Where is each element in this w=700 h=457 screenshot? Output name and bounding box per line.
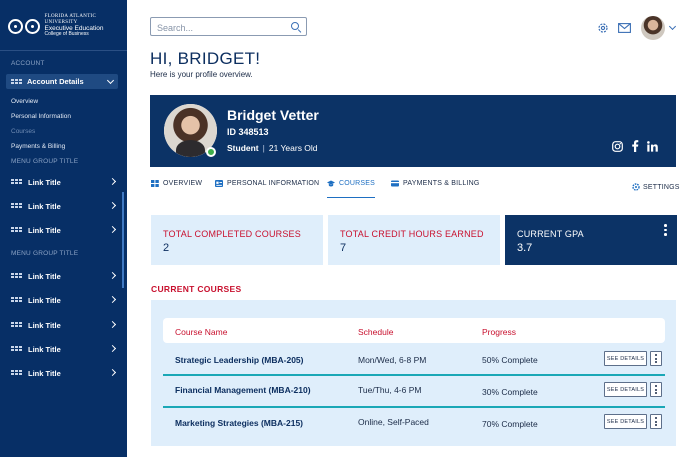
fau-logo[interactable] bbox=[8, 14, 127, 38]
chevron-right-icon bbox=[109, 321, 116, 328]
grid-icon bbox=[11, 273, 22, 279]
user-avatar[interactable] bbox=[641, 16, 665, 40]
sidebar-link-8[interactable] bbox=[11, 367, 119, 379]
grid-icon bbox=[11, 370, 22, 376]
menu-group-title-2: MENU GROUP TITLE bbox=[11, 250, 79, 257]
profile-age: 21 Years Old bbox=[268, 143, 318, 153]
grid-icon bbox=[11, 79, 22, 85]
grid-icon bbox=[11, 203, 22, 209]
table-row bbox=[163, 344, 665, 376]
profile-name: Bridget Vetter bbox=[227, 107, 319, 123]
tab-label: PERSONAL INFORMATION bbox=[227, 180, 320, 187]
profile-role: Student bbox=[227, 143, 259, 153]
current-courses-title: CURRENT COURSES bbox=[151, 284, 242, 294]
courses-panel bbox=[151, 300, 676, 446]
sidebar-item-overview[interactable]: Overview bbox=[11, 98, 39, 105]
settings-icon[interactable] bbox=[597, 22, 609, 34]
sidebar-link-label: Link Title bbox=[28, 320, 61, 330]
stat-card-current-gpa bbox=[505, 215, 677, 265]
stat-value: 2 bbox=[163, 242, 170, 254]
owl-logo-icon bbox=[8, 15, 41, 37]
course-progress: 30% Complete bbox=[482, 387, 538, 397]
sidebar-link-label: Link Title bbox=[28, 295, 61, 305]
logo-unit: Executive Education bbox=[44, 25, 104, 32]
chevron-right-icon bbox=[109, 296, 116, 303]
column-header-progress: Progress bbox=[482, 327, 517, 337]
credit-card-icon bbox=[391, 180, 399, 187]
stat-card-credit-hours bbox=[328, 215, 500, 265]
see-details-button[interactable]: SEE DETAILS bbox=[604, 414, 647, 429]
sidebar-link-6[interactable] bbox=[11, 319, 119, 331]
chevron-down-icon[interactable] bbox=[669, 23, 676, 30]
logo-college: College of Business bbox=[44, 31, 89, 38]
chevron-right-icon bbox=[109, 272, 116, 279]
stat-label: CURRENT GPA bbox=[517, 229, 584, 239]
chevron-down-icon bbox=[107, 77, 114, 84]
stat-label: TOTAL COMPLETED COURSES bbox=[163, 229, 301, 239]
see-details-button[interactable]: SEE DETAILS bbox=[604, 351, 647, 366]
grid-icon bbox=[11, 179, 22, 185]
sidebar-link-label: Link Title bbox=[28, 177, 61, 187]
see-details-button[interactable]: SEE DETAILS bbox=[604, 382, 647, 397]
course-name: Marketing Strategies (MBA-215) bbox=[175, 418, 304, 428]
instagram-icon[interactable] bbox=[612, 141, 623, 152]
tab-courses[interactable] bbox=[327, 180, 375, 198]
stat-value: 7 bbox=[340, 242, 347, 254]
profile-meta: Student | 21 Years Old bbox=[227, 143, 318, 153]
course-schedule: Mon/Wed, 6-8 PM bbox=[358, 355, 427, 365]
sidebar-link-3[interactable] bbox=[11, 224, 119, 236]
sidebar-divider bbox=[0, 50, 127, 51]
course-name: Strategic Leadership (MBA-205) bbox=[175, 355, 304, 365]
menu-group-title-1: MENU GROUP TITLE bbox=[11, 158, 79, 165]
grid-icon bbox=[11, 322, 22, 328]
mail-icon[interactable] bbox=[618, 23, 631, 33]
online-status-icon bbox=[206, 147, 216, 157]
sidebar-link-1[interactable] bbox=[11, 176, 119, 188]
profile-banner bbox=[150, 95, 676, 167]
page-subtitle: Here is your profile overview. bbox=[150, 70, 253, 79]
tab-overview[interactable] bbox=[151, 180, 202, 198]
grid-icon bbox=[11, 227, 22, 233]
course-progress: 50% Complete bbox=[482, 355, 538, 365]
more-options-icon[interactable] bbox=[664, 224, 667, 236]
sidebar-link-label: Link Title bbox=[28, 201, 61, 211]
profile-id: ID 348513 bbox=[227, 127, 269, 137]
grid-icon bbox=[11, 346, 22, 352]
logo-university: FLORIDA ATLANTIC UNIVERSITY bbox=[44, 14, 97, 25]
sidebar-link-7[interactable] bbox=[11, 343, 119, 355]
chevron-right-icon bbox=[109, 226, 116, 233]
sidebar bbox=[0, 0, 127, 457]
account-heading: ACCOUNT bbox=[11, 60, 45, 67]
course-name: Financial Management (MBA-210) bbox=[175, 385, 311, 395]
chevron-right-icon bbox=[109, 345, 116, 352]
tab-label: PAYMENTS & BILLING bbox=[403, 180, 480, 187]
graduation-cap-icon bbox=[327, 180, 335, 187]
page-title: HI, BRIDGET! bbox=[150, 49, 261, 68]
grid-icon bbox=[11, 297, 22, 303]
settings-link[interactable] bbox=[632, 183, 680, 191]
settings-icon bbox=[632, 183, 640, 191]
chevron-right-icon bbox=[109, 202, 116, 209]
sidebar-link-4[interactable] bbox=[11, 270, 119, 282]
search-icon[interactable] bbox=[291, 22, 299, 30]
sidebar-link-5[interactable] bbox=[11, 294, 119, 306]
table-row bbox=[163, 375, 665, 407]
tab-label: OVERVIEW bbox=[163, 180, 203, 187]
sidebar-item-courses[interactable]: Courses bbox=[11, 128, 36, 135]
stat-value: 3.7 bbox=[517, 242, 533, 254]
sidebar-link-label: Link Title bbox=[28, 368, 61, 378]
grid-icon bbox=[151, 180, 159, 187]
table-row bbox=[163, 407, 665, 439]
chevron-right-icon bbox=[109, 178, 116, 185]
stat-label: TOTAL CREDIT HOURS EARNED bbox=[340, 229, 484, 239]
sidebar-link-2[interactable] bbox=[11, 200, 119, 212]
sidebar-item-payments-billing[interactable]: Payments & Billing bbox=[11, 143, 66, 150]
linkedin-icon[interactable] bbox=[647, 141, 658, 152]
sidebar-scrollbar[interactable] bbox=[122, 192, 124, 288]
tab-personal-information[interactable] bbox=[215, 180, 319, 198]
settings-label: SETTINGS bbox=[643, 183, 680, 191]
stat-card-completed-courses bbox=[151, 215, 323, 265]
id-card-icon bbox=[215, 180, 223, 187]
column-header-schedule: Schedule bbox=[358, 327, 394, 337]
course-schedule: Online, Self-Paced bbox=[358, 417, 429, 427]
sidebar-link-label: Link Title bbox=[28, 271, 61, 281]
column-header-course-name: Course Name bbox=[175, 327, 228, 337]
account-details-toggle[interactable] bbox=[6, 74, 118, 89]
account-details-label: Account Details bbox=[27, 77, 84, 86]
course-progress: 70% Complete bbox=[482, 419, 538, 429]
sidebar-link-label: Link Title bbox=[28, 225, 61, 235]
sidebar-item-personal-information[interactable]: Personal Information bbox=[11, 113, 71, 120]
facebook-icon[interactable] bbox=[631, 140, 639, 152]
row-options-icon[interactable] bbox=[650, 414, 662, 429]
search-box bbox=[150, 17, 307, 36]
tab-payments-billing[interactable] bbox=[391, 180, 479, 198]
course-schedule: Tue/Thu, 4-6 PM bbox=[358, 385, 422, 395]
row-options-icon[interactable] bbox=[650, 351, 662, 366]
tab-label: COURSES bbox=[339, 180, 376, 187]
table-header bbox=[163, 318, 665, 343]
chevron-right-icon bbox=[109, 369, 116, 376]
sidebar-link-label: Link Title bbox=[28, 344, 61, 354]
search-input[interactable] bbox=[151, 20, 281, 37]
row-options-icon[interactable] bbox=[650, 382, 662, 397]
